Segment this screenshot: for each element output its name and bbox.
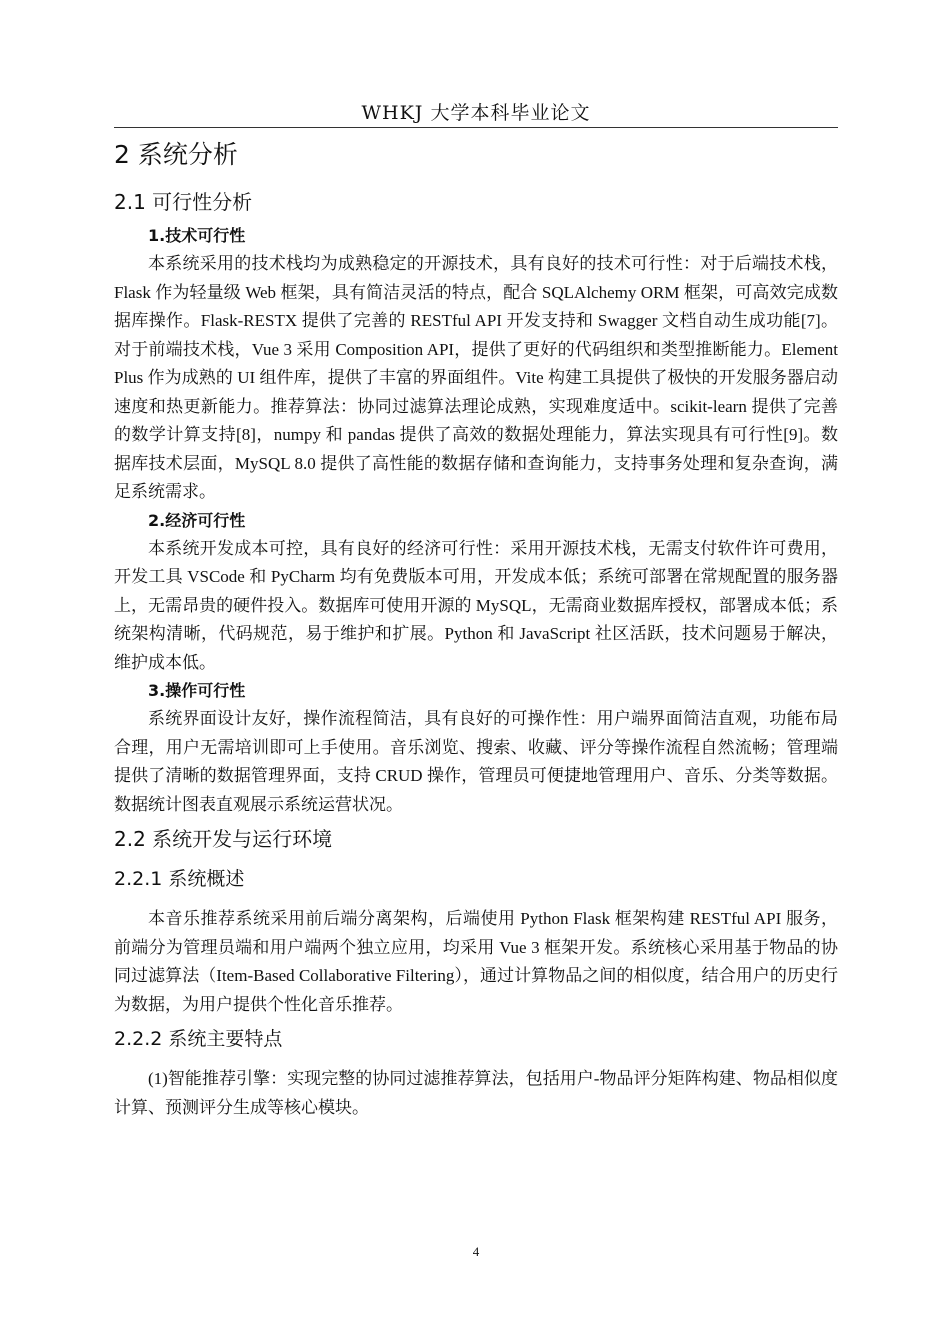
subheading-economic: 2.经济可行性 <box>148 510 246 530</box>
section-2-1-title: 2.1 可行性分析 <box>114 190 253 214</box>
page-number: 4 <box>472 1244 480 1259</box>
paragraph-technical: 本系统采用的技术栈均为成熟稳定的开源技术，具有良好的技术可行性：对于后端技术栈，Flask 作为轻量级 Web 框架，具有简洁灵活的特点，配合 SQLAlchemy ORM 框架，可高效完成数据库操作。Flask-RESTX 提供了完善的 RESTful API 开发支持和 Swagger 文档自动生成功能[7]。对于前端技术栈，Vue 3 采用 Composition API，提供了更好的代码组织和类型推断能力。Element Plus 作为成熟的 UI 组件库，提供了丰富的界面组件。Vite 构建工具提供了极快的开发服务器启动速度和热更新能力。推荐算法：协同过滤算法理论成熟，实现难度适中。scikit-learn 提供了完善的数学计算支持[8]，numpy 和 pandas 提供了高效的数据处理能力，算法实现具有可行性[9]。数据库技术层面，MySQL 8.0 提供了高性能的数据存储和查询能力，支持事务处理和复杂查询，满足系统需求。 <box>114 254 838 501</box>
header-rule <box>114 127 838 128</box>
section-2-2-2-title: 2.2.2 系统主要特点 <box>114 1028 283 1050</box>
section-2-2-title: 2.2 系统开发与运行环境 <box>114 827 333 851</box>
subheading-technical: 1.技术可行性 <box>148 226 246 245</box>
subheading-operational: 3.操作可行性 <box>148 681 246 700</box>
page-content <box>114 136 838 1122</box>
paragraph-overview: 本音乐推荐系统采用前后端分离架构，后端使用 Python Flask 框架构建 RESTful API 服务，前端分为管理员端和用户端两个独立应用，均采用 Vue 3 框架开发。系统核心采用基于物品的协同过滤算法（Item-Based Collaborative Filtering），通过计算物品之间的相似度，结合用户的历史行为数据，为用户提供个性化音乐推荐。 <box>114 909 838 1014</box>
running-header: WHKJ 大学本科毕业论文 <box>361 102 591 124</box>
paragraph-economic: 本系统开发成本可控，具有良好的经济可行性：采用开源技术栈，无需支付软件许可费用，开发工具 VSCode 和 PyCharm 均有免费版本可用，开发成本低；系统可部署在常规配置的服务器上，无需昂贵的硬件投入。数据库可使用开源的 MySQL，无需商业数据库授权，部署成本低；系统架构清晰，代码规范，易于维护和扩展。Python 和 JavaScript 社区活跃，技术问题易于解决，维护成本低。 <box>114 538 838 672</box>
paragraph-features: (1)智能推荐引擎：实现完整的协同过滤推荐算法，包括用户-物品评分矩阵构建、物品相似度计算、预测评分生成等核心模块。 <box>114 1069 838 1117</box>
chapter-title: 2 系统分析 <box>114 140 238 169</box>
paragraph-operational: 系统界面设计友好，操作流程简洁，具有良好的可操作性：用户端界面简洁直观，功能布局合理，用户无需培训即可上手使用。音乐浏览、搜索、收藏、评分等操作流程自然流畅；管理端提供了清晰的数据管理界面，支持 CRUD 操作，管理员可便捷地管理用户、音乐、分类等数据。数据统计图表直观展示系统运营状况。 <box>114 709 838 814</box>
section-2-2-1-title: 2.2.1 系统概述 <box>114 868 245 890</box>
